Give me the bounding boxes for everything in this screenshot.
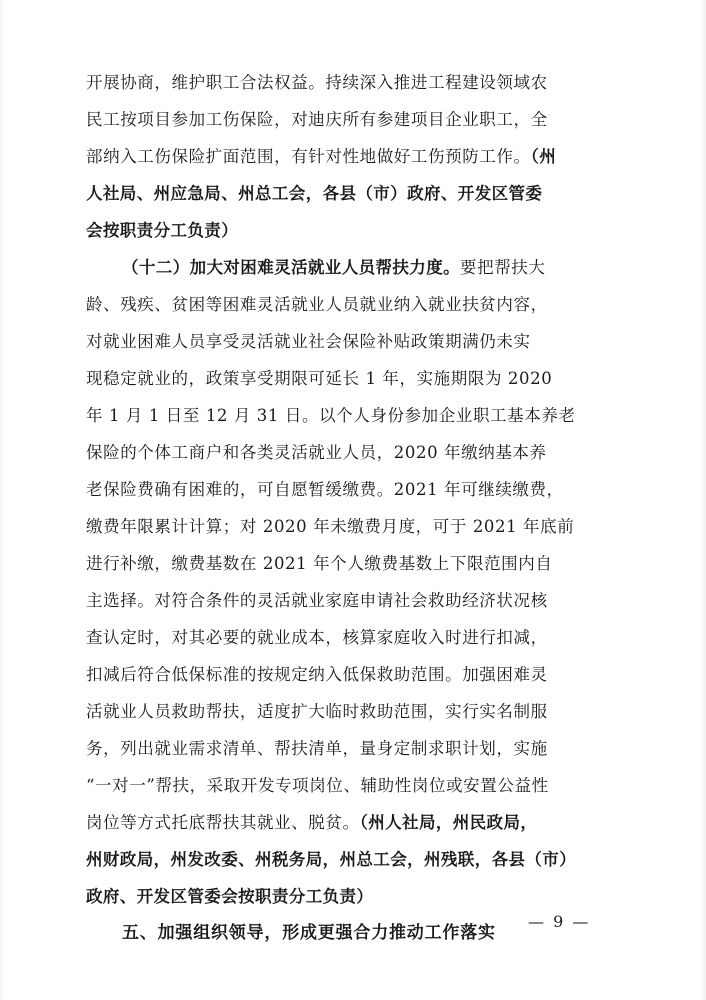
text-span: 缴费年限累计计算；对 2020 年未缴费月度，可于 2021 年底前 bbox=[86, 517, 575, 536]
bold-text-span: 会按职责分工负责） bbox=[86, 221, 239, 240]
text-span: 年 1 月 1 日至 12 月 31 日。以个人身份参加企业职工基本养老 bbox=[86, 406, 576, 425]
text-span: 民工按项目参加工伤保险，对迪庆所有参建项目企业职工，全 bbox=[86, 110, 548, 129]
text-line bbox=[86, 693, 606, 730]
text-line bbox=[86, 434, 606, 471]
text-span: 部纳入工伤保险扩面范围，有针对性地做好工伤预防工作。 bbox=[86, 147, 531, 166]
text-line bbox=[86, 360, 606, 397]
text-line bbox=[86, 508, 606, 545]
bold-text-span: （州 bbox=[530, 147, 557, 166]
text-span: 务，列出就业需求清单、帮扶清单，量身定制求职计划，实施 bbox=[86, 739, 548, 758]
text-line bbox=[86, 397, 606, 434]
document-body bbox=[86, 64, 606, 952]
text-span: 开展协商，维护职工合法权益。持续深入推进工程建设领域农 bbox=[86, 73, 548, 92]
text-span: 龄、残疾、贫困等困难灵活就业人员就业纳入就业扶贫内容， bbox=[86, 295, 548, 314]
text-line bbox=[86, 619, 606, 656]
text-line bbox=[86, 471, 606, 508]
text-span: 要把帮扶大 bbox=[460, 258, 546, 277]
text-span: 现稳定就业的，政策享受期限可延长 1 年，实施期限为 2020 bbox=[86, 369, 553, 388]
text-line bbox=[86, 730, 606, 767]
text-span: 保险的个体工商户和各类灵活就业人员，2020 年缴纳基本养 bbox=[86, 443, 547, 462]
text-line bbox=[86, 101, 606, 138]
text-span: 老保险费确有困难的，可自愿暂缓缴费。2021 年可继续缴费， bbox=[86, 480, 564, 499]
text-line bbox=[86, 286, 606, 323]
section-heading: 五、加强组织领导，形成更强合力推动工作落实 bbox=[122, 923, 496, 943]
text-span: 进行补缴，缴费基数在 2021 年个人缴费基数上下限范围内自 bbox=[86, 554, 553, 573]
text-line bbox=[86, 249, 606, 286]
text-line bbox=[86, 656, 606, 693]
text-line bbox=[86, 138, 606, 175]
bold-text-span: 人社局、州应急局、州总工会，各县（市）政府、开发区管委 bbox=[86, 184, 543, 203]
page-number: — 9 — bbox=[528, 912, 591, 931]
text-line bbox=[86, 64, 606, 101]
text-span: 岗位等方式托底帮扶其就业、脱贫。 bbox=[86, 813, 360, 832]
text-line bbox=[86, 878, 606, 915]
bold-text-span: （十二）加大对困难灵活就业人员帮扶力度。 bbox=[122, 258, 460, 277]
text-span: 对就业困难人员享受灵活就业社会保险补贴政策期满仍未实 bbox=[86, 332, 531, 351]
text-line bbox=[86, 175, 606, 212]
text-line bbox=[86, 545, 606, 582]
text-line bbox=[86, 582, 606, 619]
text-line bbox=[86, 841, 606, 878]
bold-text-span: 政府、开发区管委会按职责分工负责） bbox=[86, 887, 374, 906]
text-span: 主选择。对符合条件的灵活就业家庭申请社会救助经济状况核 bbox=[86, 591, 548, 610]
text-span: “一对一”帮扶，采取开发专项岗位、辅助性岗位或安置公益性 bbox=[86, 776, 549, 795]
text-span: 扣减后符合低保标准的按规定纳入低保救助范围。加强困难灵 bbox=[86, 665, 548, 684]
text-line bbox=[86, 767, 606, 804]
bold-text-span: （州人社局，州民政局， bbox=[359, 813, 538, 832]
bold-text-span: 州财政局，州发改委、州税务局，州总工会，州残联，各县（市） bbox=[86, 850, 577, 869]
text-line bbox=[86, 323, 606, 360]
text-line bbox=[86, 804, 606, 841]
text-line bbox=[86, 212, 606, 249]
text-span: 查认定时，对其必要的就业成本，核算家庭收入时进行扣减， bbox=[86, 628, 548, 647]
text-span: 活就业人员救助帮扶，适度扩大临时救助范围，实行实名制服 bbox=[86, 702, 548, 721]
